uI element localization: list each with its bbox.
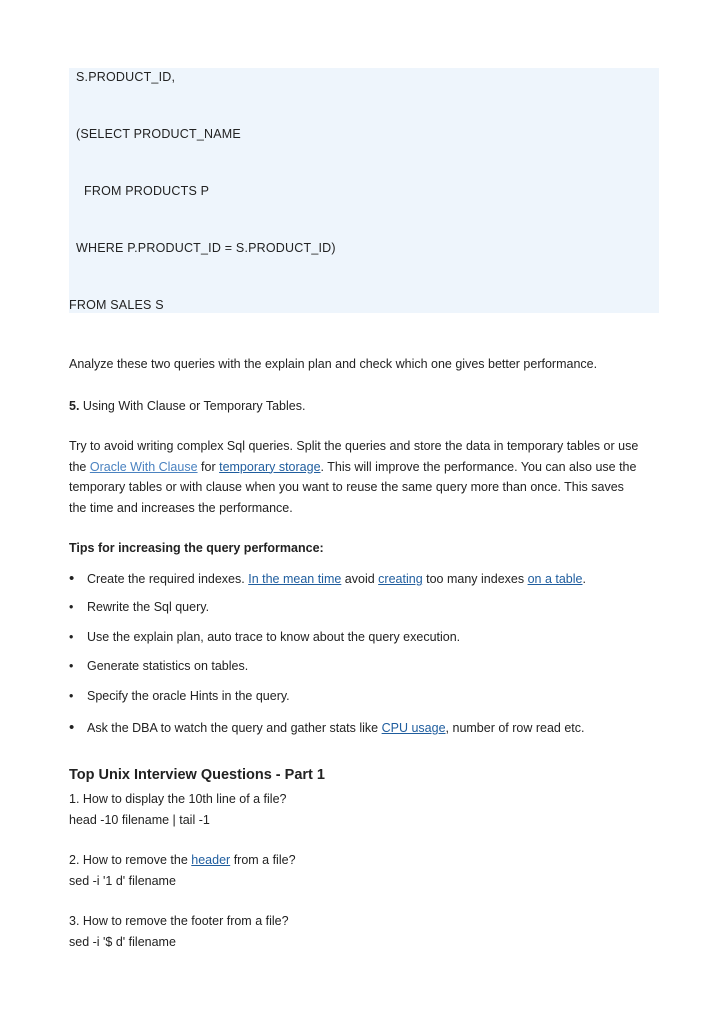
tip-item-1	[69, 570, 586, 587]
oracle-with-clause-link[interactable]: Oracle With Clause	[89, 459, 198, 474]
tip-text: , number of row read etc.	[445, 721, 585, 735]
tip-text: avoid	[341, 572, 379, 586]
tip-text: Generate statistics on tables.	[87, 659, 249, 673]
unix-questions-heading: Top Unix Interview Questions - Part 1	[69, 767, 325, 783]
tip-text: .	[582, 572, 586, 586]
answer-text: sed -i '1 d' filename	[69, 873, 176, 888]
question-2	[69, 850, 296, 891]
section-title-text: Using With Clause or Temporary Tables.	[79, 399, 306, 413]
tip-item-3	[69, 630, 460, 644]
answer-text: head -10 filename | tail -1	[69, 812, 210, 827]
question-text	[69, 850, 296, 871]
paragraph-line	[69, 457, 638, 478]
bullet-icon: •	[69, 570, 75, 587]
code-line: WHERE P.PRODUCT_ID = S.PRODUCT_ID)	[76, 241, 336, 255]
tip-item-2	[69, 600, 209, 614]
code-line: FROM PRODUCTS P	[84, 184, 210, 198]
tip-text: Specify the oracle Hints in the query.	[87, 689, 290, 703]
question-text: 3. How to remove the footer from a file?	[69, 914, 289, 928]
analyze-paragraph: Analyze these two queries with the explain plan and check which one gives better performance.	[69, 357, 598, 371]
tip-text: Ask the DBA to watch the query and gather stats like	[87, 721, 382, 735]
body-paragraph	[69, 436, 638, 518]
code-line: (SELECT PRODUCT_NAME	[76, 127, 241, 141]
tip-item-4	[69, 659, 248, 673]
tip-text: too many indexes	[422, 572, 528, 586]
code-line: FROM SALES S	[69, 298, 164, 312]
paragraph-text: . This will improve the performance. You can also use the	[320, 459, 637, 474]
bullet-icon: •	[69, 689, 74, 703]
tips-heading: Tips for increasing the query performance:	[69, 541, 324, 555]
question-text-part: 2. How to remove the	[69, 853, 192, 867]
cpu-usage-link[interactable]: CPU usage	[381, 721, 446, 735]
paragraph-line: temporary tables or with clause when you want to reuse the same query more than once. This saves	[69, 480, 624, 494]
bullet-icon: •	[69, 600, 74, 614]
paragraph-line: Try to avoid writing complex Sql queries. Split the queries and store the data in temporary tables or use	[69, 439, 639, 453]
bullet-icon: •	[69, 659, 74, 673]
header-link[interactable]: header	[191, 853, 231, 867]
section-5-title	[69, 396, 305, 417]
section-number: 5.	[69, 399, 80, 413]
creating-link[interactable]: creating	[378, 572, 423, 586]
question-text: 1. How to display the 10th line of a file?	[69, 792, 287, 806]
tip-item-6	[69, 719, 585, 736]
paragraph-line: the time and increases the performance.	[69, 500, 293, 515]
tip-text: Create the required indexes.	[87, 572, 249, 586]
paragraph-text: for	[197, 459, 220, 474]
in-the-mean-time-link[interactable]: In the mean time	[248, 572, 342, 586]
code-line: S.PRODUCT_ID,	[76, 70, 176, 84]
temporary-storage-link[interactable]: temporary storage	[219, 459, 321, 474]
question-text-part: from a file?	[230, 853, 296, 867]
bullet-icon: •	[69, 630, 74, 644]
tip-item-5	[69, 689, 290, 703]
question-3	[69, 911, 289, 952]
paragraph-text: the	[69, 459, 90, 474]
answer-text: sed -i '$ d' filename	[69, 934, 176, 949]
tip-text: Rewrite the Sql query.	[87, 600, 210, 614]
question-1	[69, 789, 287, 830]
bullet-icon: •	[69, 719, 75, 736]
tip-text: Use the explain plan, auto trace to know about the query execution.	[87, 630, 461, 644]
on-a-table-link[interactable]: on a table	[527, 572, 583, 586]
